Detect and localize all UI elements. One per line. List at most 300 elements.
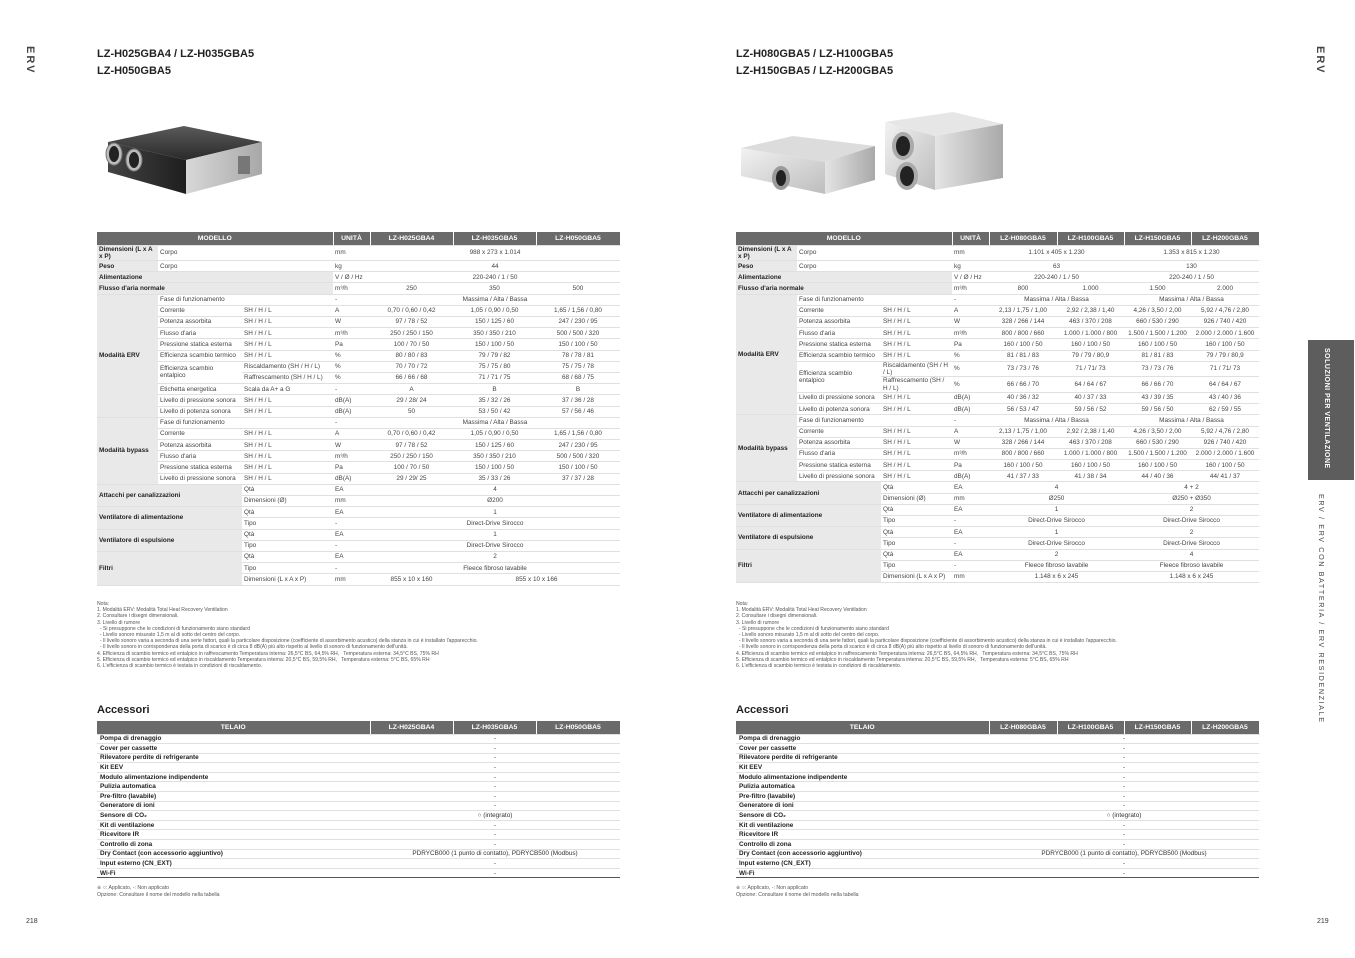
table-cell: 66 / 66 / 70	[989, 377, 1057, 393]
title-line-2: LZ-H150GBA5 / LZ-H200GBA5	[736, 65, 894, 77]
table-cell: 4 + 2	[1124, 482, 1259, 493]
table-cell: Dimensioni (L x A x P)	[881, 571, 952, 582]
table-row	[736, 811, 1259, 821]
table-cell: 75 / 75 / 78	[536, 361, 620, 372]
table-cell: dB(A)	[952, 471, 989, 482]
table-cell: Fleece fibroso lavabile	[1124, 560, 1259, 571]
table-cell: 35 / 33 / 26	[453, 473, 536, 484]
table-cell: SH / H / L	[881, 317, 952, 328]
row-label: Peso	[97, 261, 158, 272]
table-cell: SH / H / L	[242, 395, 333, 406]
product-image-small-erv	[96, 120, 268, 202]
table-cell: SH / H / L	[242, 328, 333, 339]
table-cell: B	[453, 384, 536, 395]
table-row	[97, 868, 620, 878]
accessory-name: Rilevatore perdite di refrigerante	[736, 753, 989, 763]
row-label: Modalità ERV	[736, 294, 797, 415]
table-cell: 63	[989, 261, 1124, 272]
row-label: Attacchi per canalizzazioni	[736, 482, 881, 504]
table-cell: 500 / 500 / 320	[536, 328, 620, 339]
table-cell: 2	[1124, 504, 1259, 515]
table-row	[736, 840, 1259, 850]
table-cell: %	[333, 372, 370, 383]
section-tab[interactable]	[1308, 340, 1354, 480]
table-cell: Livello di potenza sonora	[158, 406, 242, 417]
table-row	[97, 261, 620, 272]
table-cell: 59 / 56 / 50	[1124, 404, 1191, 415]
table-cell: Fase di funzionamento	[797, 294, 952, 305]
header-cell: LZ-H200GBA5	[1191, 232, 1259, 245]
table-cell: 66 / 66 / 70	[1124, 377, 1191, 393]
table-cell: SH / H / L	[881, 471, 952, 482]
table-cell: Pa	[333, 462, 370, 473]
table-cell: 2.000 / 2.000 / 1.600	[1191, 328, 1259, 339]
spec-table	[97, 232, 621, 586]
table-row	[736, 849, 1259, 859]
accessory-value: -	[370, 840, 620, 850]
header-cell: LZ-H200GBA5	[1191, 721, 1259, 734]
row-label: Peso	[736, 261, 797, 272]
table-cell: %	[333, 350, 370, 361]
table-row	[97, 507, 620, 518]
table-cell: Raffrescamento (SH / H / L)	[881, 377, 952, 393]
section-tab-label: SOLUZIONI PER VENTILAZIONE	[1323, 348, 1330, 469]
table-cell: Tipo	[242, 518, 333, 529]
table-cell: SH / H / L	[242, 305, 333, 316]
table-cell: 78 / 78 / 81	[536, 350, 620, 361]
table-cell: 1.000 / 1.000 / 800	[1057, 448, 1124, 459]
accessories-note-option: Opzione: Consultare il nome del modello nella tabella	[736, 892, 859, 898]
table-cell: SH / H / L	[242, 462, 333, 473]
table-cell: 37 / 37 / 28	[536, 473, 620, 484]
table-cell: EA	[333, 551, 370, 562]
table-row	[97, 417, 620, 428]
table-cell: 1.148 x 6 x 245	[1124, 571, 1259, 582]
table-cell: 79 / 79 / 80,9	[1191, 350, 1259, 361]
table-cell: 53 / 50 / 42	[453, 406, 536, 417]
accessories-title: Accessori	[97, 704, 150, 716]
table-cell: SH / H / L	[242, 339, 333, 350]
table-cell: 64 / 64 / 67	[1191, 377, 1259, 393]
table-row	[97, 440, 620, 451]
accessory-value: -	[989, 782, 1259, 792]
table-cell: %	[333, 361, 370, 372]
table-notes: Nota: 1. Modalità ERV: Modalità Total Heat Recovery Ventilation 2. Consultare i disegni dimensionali. 3. Livello di rumore - Si presuppone che le condizioni di funzionamento siano standard - Livello sonoro misurato 1,5 m al di sotto del centro del corpo. - Il livello sonoro varia a seconda di una serie fattori, quali la particolare disposizione (coefficiente di assorbimento acustico) della stanza in cui è installato l'apparecchio. - Il livello sonoro in corrispondenza della porta di scarico è di circa 8 dB(A) più alto rispetto al livello di sonoro di funzionamento dell'unità. 4. Efficienza di scambio termico ed entalpico in raffrescamento Temperatura interna: 26,5°C BS, 64,5% RH, Temperatura esterna: 34,5°C BS, 75% RH 5. Efficienza di scambio termico ed entalpico in riscaldamento Temperatura interna: 20,5°C BS, 59,5% RH, Temperatura esterna: 5°C BS, 65% RH 6. L'efficienza di scambio termico è testata in condizioni di riscaldamento.	[736, 601, 1117, 670]
table-cell: 855 x 10 x 166	[453, 574, 620, 585]
table-cell: 4	[1124, 549, 1259, 560]
page-number: 218	[26, 918, 38, 925]
table-cell: SH / H / L	[242, 406, 333, 417]
table-cell: Massima / Alta / Bassa	[989, 294, 1124, 305]
page-number: 219	[1317, 918, 1329, 925]
accessories-title: Accessori	[736, 704, 789, 716]
accessory-value: -	[989, 830, 1259, 840]
accessories-note-legend: ※ ○: Applicato, -: Non applicato	[736, 885, 809, 891]
header-cell: LZ-H025GBA4	[370, 232, 453, 245]
accessory-value: -	[370, 782, 620, 792]
table-cell: 160 / 100 / 50	[1191, 460, 1259, 471]
table-cell: 1	[989, 504, 1124, 515]
table-row	[97, 283, 620, 294]
table-row	[736, 471, 1259, 482]
table-cell: Tipo	[242, 540, 333, 551]
table-cell: 500	[536, 283, 620, 294]
table-cell: 68 / 68 / 75	[536, 372, 620, 383]
table-row	[736, 437, 1259, 448]
table-cell: m³/h	[952, 283, 989, 294]
title-line-1: LZ-H080GBA5 / LZ-H100GBA5	[736, 48, 894, 60]
table-row	[97, 859, 620, 869]
table-cell: 1.500	[1124, 283, 1191, 294]
table-cell: 160 / 100 / 50	[989, 460, 1057, 471]
accessory-value: -	[989, 734, 1259, 744]
table-row	[97, 782, 620, 792]
table-row	[736, 426, 1259, 437]
table-row	[97, 772, 620, 782]
table-row	[736, 350, 1259, 361]
table-cell: 29 / 29/ 25	[370, 473, 453, 484]
table-cell: Corrente	[797, 305, 881, 316]
header-cell: TELAIO	[97, 721, 370, 734]
table-cell: SH / H / L	[881, 328, 952, 339]
table-cell: -	[333, 384, 370, 395]
table-cell: %	[952, 350, 989, 361]
accessory-value: ○ (integrato)	[989, 811, 1259, 821]
table-cell: 5,92 / 4,76 / 2,80	[1191, 305, 1259, 316]
table-cell: Corrente	[797, 426, 881, 437]
table-cell: EA	[333, 529, 370, 540]
accessory-name: Ricevitore IR	[736, 830, 989, 840]
accessory-name: Kit EEV	[736, 763, 989, 773]
accessories-note	[736, 885, 859, 899]
table-cell: Flusso d'aria	[158, 451, 242, 462]
table-cell: Potenza assorbita	[797, 437, 881, 448]
table-cell: EA	[952, 549, 989, 560]
table-cell: 247 / 230 / 95	[536, 317, 620, 328]
table-cell: 2,92 / 2,38 / 1,40	[1057, 305, 1124, 316]
table-row	[97, 801, 620, 811]
table-row	[736, 404, 1259, 415]
table-cell: 66 / 66 / 68	[370, 372, 453, 383]
table-cell: Flusso d'aria	[158, 328, 242, 339]
table-row	[97, 849, 620, 859]
table-row	[97, 551, 620, 562]
table-cell: 100 / 70 / 50	[370, 339, 453, 350]
accessory-value: -	[989, 792, 1259, 802]
table-cell: 130	[1124, 261, 1259, 272]
table-cell: 79 / 79 / 82	[453, 350, 536, 361]
table-cell: Pressione statica esterna	[158, 339, 242, 350]
accessory-value: -	[370, 859, 620, 869]
table-row	[736, 283, 1259, 294]
table-cell: mm	[952, 493, 989, 504]
table-row	[736, 261, 1259, 272]
table-cell: 4,26 / 3,50 / 2,00	[1124, 426, 1191, 437]
table-row	[97, 339, 620, 350]
header-cell: MODELLO	[736, 232, 952, 245]
table-cell: Dimensioni (L x A x P)	[242, 574, 333, 585]
table-row	[736, 859, 1259, 869]
table-cell: 4	[989, 482, 1124, 493]
table-cell: Tipo	[881, 560, 952, 571]
table-cell: SH / H / L	[881, 305, 952, 316]
accessory-name: Rilevatore perdite di refrigerante	[97, 753, 370, 763]
header-cell: UNITÀ	[333, 232, 370, 245]
table-cell: 247 / 230 / 95	[536, 440, 620, 451]
table-row	[736, 482, 1259, 493]
table-cell: SH / H / L	[881, 392, 952, 403]
accessory-name: Cover per cassette	[736, 744, 989, 754]
table-row	[736, 792, 1259, 802]
table-cell: dB(A)	[333, 473, 370, 484]
table-cell: m³/h	[952, 448, 989, 459]
table-row	[97, 792, 620, 802]
table-cell: 2,92 / 2,38 / 1,40	[1057, 426, 1124, 437]
accessories-note	[97, 885, 220, 899]
table-cell: 1	[370, 529, 620, 540]
row-label: Modalità bypass	[736, 415, 797, 482]
table-cell: Corrente	[158, 428, 242, 439]
table-cell: -	[333, 540, 370, 551]
table-cell: Qtà	[242, 484, 333, 495]
table-cell: Potenza assorbita	[797, 317, 881, 328]
table-cell: Qtà	[881, 549, 952, 560]
table-row	[97, 462, 620, 473]
row-label: Dimensioni (L x A x P)	[97, 245, 158, 261]
accessories-table	[97, 721, 621, 878]
table-cell: Qtà	[242, 551, 333, 562]
table-cell: Efficienza scambio entalpico	[797, 361, 881, 392]
table-cell: Fleece fibroso lavabile	[370, 563, 620, 574]
table-row	[97, 744, 620, 754]
table-cell: 2	[370, 551, 620, 562]
table-cell: 1.000	[1057, 283, 1124, 294]
table-header-row	[736, 721, 1259, 734]
table-row	[97, 328, 620, 339]
accessory-name: Wi-Fi	[97, 868, 370, 878]
table-cell: 29 / 28/ 24	[370, 395, 453, 406]
table-cell: 500 / 500 / 320	[536, 451, 620, 462]
table-row	[736, 305, 1259, 316]
table-cell: Direct-Drive Sirocco	[370, 540, 620, 551]
accessory-value: -	[989, 801, 1259, 811]
table-cell: 43 / 40 / 36	[1191, 392, 1259, 403]
table-cell: 160 / 100 / 50	[1057, 460, 1124, 471]
accessory-name: Input esterno (CN_EXT)	[97, 859, 370, 869]
header-cell: LZ-H050GBA5	[536, 232, 620, 245]
table-row	[736, 392, 1259, 403]
table-cell: Livello di pressione sonora	[158, 473, 242, 484]
table-cell: Dimensioni (Ø)	[242, 496, 333, 507]
table-cell: A	[952, 305, 989, 316]
table-cell: 1,05 / 0,90 / 0,50	[453, 428, 536, 439]
table-cell: -	[952, 560, 989, 571]
table-cell: W	[333, 317, 370, 328]
table-cell: m³/h	[333, 451, 370, 462]
table-cell: 328 / 266 / 144	[989, 437, 1057, 448]
table-cell: Efficienza scambio termico	[158, 350, 242, 361]
table-cell: 350	[453, 283, 536, 294]
table-cell: 62 / 59 / 55	[1191, 404, 1259, 415]
table-cell: 2,13 / 1,75 / 1,00	[989, 426, 1057, 437]
table-cell: Direct-Drive Sirocco	[989, 516, 1124, 527]
table-cell: Ø250 + Ø350	[1124, 493, 1259, 504]
table-cell: 64 / 64 / 67	[1057, 377, 1124, 393]
row-label: Modalità ERV	[97, 294, 158, 417]
table-cell: Pressione statica esterna	[158, 462, 242, 473]
table-cell: Massima / Alta / Bassa	[1124, 294, 1259, 305]
table-row	[97, 428, 620, 439]
table-row	[736, 448, 1259, 459]
accessory-name: Kit EEV	[97, 763, 370, 773]
table-cell: 250 / 250 / 150	[370, 451, 453, 462]
table-cell: Flusso d'aria	[797, 448, 881, 459]
table-cell: -	[952, 415, 989, 426]
table-cell: Riscaldamento (SH / H / L)	[242, 361, 333, 372]
table-cell: Livello di pressione sonora	[797, 392, 881, 403]
table-row	[97, 245, 620, 261]
table-cell: 350 / 350 / 210	[453, 451, 536, 462]
table-cell: SH / H / L	[881, 404, 952, 415]
table-cell: 160 / 100 / 50	[1191, 339, 1259, 350]
table-row	[97, 361, 620, 372]
table-cell: SH / H / L	[242, 473, 333, 484]
table-cell: %	[952, 361, 989, 377]
table-cell: 160 / 100 / 50	[1124, 460, 1191, 471]
table-cell: 2.000	[1191, 283, 1259, 294]
table-cell: 160 / 100 / 50	[989, 339, 1057, 350]
accessory-value: -	[370, 744, 620, 754]
table-cell: 71 / 71 / 75	[453, 372, 536, 383]
table-cell: Raffrescamento (SH / H / L)	[242, 372, 333, 383]
table-cell: 150 / 125 / 60	[453, 440, 536, 451]
table-row	[736, 415, 1259, 426]
table-row	[97, 484, 620, 495]
table-cell: B	[536, 384, 620, 395]
table-cell: 660 / 530 / 290	[1124, 437, 1191, 448]
table-cell: kg	[333, 261, 370, 272]
table-cell: 220-240 / 1 / 50	[1124, 272, 1259, 283]
table-cell: A	[370, 384, 453, 395]
table-cell: SH / H / L	[881, 339, 952, 350]
table-row	[97, 811, 620, 821]
table-cell: 71 / 71/ 73	[1191, 361, 1259, 377]
row-label: Alimentazione	[736, 272, 952, 283]
table-row	[97, 763, 620, 773]
table-cell: 2.000 / 2.000 / 1.600	[1191, 448, 1259, 459]
table-cell: Etichetta energetica	[158, 384, 242, 395]
table-cell: 150 / 100 / 50	[453, 339, 536, 350]
table-cell: Efficienza scambio termico	[797, 350, 881, 361]
table-row	[97, 406, 620, 417]
table-row	[97, 305, 620, 316]
accessory-name: Generatore di ioni	[97, 801, 370, 811]
table-cell: 800 / 800 / 660	[989, 328, 1057, 339]
table-cell: Qtà	[881, 527, 952, 538]
accessory-name: Kit di ventilazione	[97, 820, 370, 830]
table-cell: Corrente	[158, 305, 242, 316]
row-label: Attacchi per canalizzazioni	[97, 484, 242, 506]
table-notes: Nota: 1. Modalità ERV: Modalità Total Heat Recovery Ventilation 2. Consultare i disegni dimensionali. 3. Livello di rumore - Si presuppone che le condizioni di funzionamento siano standard - Livello sonoro misurato 1,5 m al di sotto del centro del corpo. - Il livello sonoro varia a seconda di una serie fattori, quali la particolare disposizione (coefficiente di assorbimento acustico) della stanza in cui è installato l'apparecchio. - Il livello sonoro in corrispondenza della porta di scarico è di circa 8 dB(A) più alto rispetto al livello di sonoro di funzionamento dell'unità. 4. Efficienza di scambio termico ed entalpico in raffrescamento Temperatura interna: 26,5°C BS, 64,5% RH, Temperatura esterna: 34,5°C BS, 75% RH 5. Efficienza di scambio termico ed entalpico in riscaldamento Temperatura interna: 20,5°C BS, 59,5% RH, Temperatura esterna: 5°C BS, 65% RH 6. L'efficienza di scambio termico è testata in condizioni di riscaldamento.	[97, 601, 478, 670]
table-row	[736, 753, 1259, 763]
accessory-name: Modulo alimentazione indipendente	[736, 772, 989, 782]
accessory-value: ○ (integrato)	[370, 811, 620, 821]
table-cell: SH / H / L	[242, 317, 333, 328]
table-cell: Pa	[952, 460, 989, 471]
table-cell: SH / H / L	[242, 350, 333, 361]
table-cell: 1.000 / 1.000 / 800	[1057, 328, 1124, 339]
title-line-2: LZ-H050GBA5	[97, 65, 171, 77]
header-cell: LZ-H100GBA5	[1057, 232, 1124, 245]
spec-table	[736, 232, 1260, 583]
page-title	[736, 46, 893, 80]
table-cell: 57 / 56 / 46	[536, 406, 620, 417]
table-cell: 4,26 / 3,50 / 2,00	[1124, 305, 1191, 316]
header-cell: LZ-H025GBA4	[370, 721, 453, 734]
table-cell: 463 / 370 / 208	[1057, 317, 1124, 328]
table-row	[97, 384, 620, 395]
accessory-name: Dry Contact (con accessorio aggiuntivo)	[97, 849, 370, 859]
table-cell: 97 / 78 / 52	[370, 440, 453, 451]
table-cell: 50	[370, 406, 453, 417]
accessory-value: -	[370, 820, 620, 830]
table-cell: 1	[989, 527, 1124, 538]
accessory-name: Pulizia automatica	[97, 782, 370, 792]
header-cell: TELAIO	[736, 721, 989, 734]
table-cell: 1	[370, 507, 620, 518]
table-cell: Corpo	[158, 261, 333, 272]
accessory-name: Kit di ventilazione	[736, 820, 989, 830]
table-cell: %	[952, 377, 989, 393]
section-nav-label: ERV / ERV CON BATTERIA / ERV RESIDENZIALE	[1317, 494, 1326, 724]
table-row	[736, 734, 1259, 744]
table-cell: 35 / 32 / 26	[453, 395, 536, 406]
table-row	[736, 317, 1259, 328]
accessories-note-option: Opzione: Consultare il nome del modello nella tabella	[97, 892, 220, 898]
table-cell: 44	[370, 261, 620, 272]
accessory-value: PDRYCB000 (1 punto di contatto), PDRYCB500 (Modbus)	[370, 849, 620, 859]
table-cell: 1.353 x 815 x 1.230	[1124, 245, 1259, 261]
table-row	[97, 840, 620, 850]
table-cell: Pressione statica esterna	[797, 460, 881, 471]
table-cell: Potenza assorbita	[158, 317, 242, 328]
row-label: Filtri	[736, 549, 881, 583]
table-cell: 37 / 36 / 28	[536, 395, 620, 406]
table-cell: EA	[952, 504, 989, 515]
table-cell: W	[952, 317, 989, 328]
table-cell: V / Ø / Hz	[333, 272, 370, 283]
table-cell: Fase di funzionamento	[158, 294, 333, 305]
table-cell: 2,13 / 1,75 / 1,00	[989, 305, 1057, 316]
table-cell: Scala da A+ a G	[242, 384, 333, 395]
table-cell: 0,70 / 0,60 / 0,42	[370, 428, 453, 439]
header-cell: LZ-H100GBA5	[1057, 721, 1124, 734]
accessory-value: -	[370, 753, 620, 763]
row-label: Ventilatore di espulsione	[736, 527, 881, 549]
table-cell: SH / H / L	[881, 460, 952, 471]
table-header-row	[97, 232, 620, 245]
table-cell: 43 / 39 / 35	[1124, 392, 1191, 403]
table-cell: Potenza assorbita	[158, 440, 242, 451]
accessories-table	[736, 721, 1260, 878]
side-label: ERV	[24, 46, 36, 75]
table-cell: 328 / 266 / 144	[989, 317, 1057, 328]
row-label: Ventilatore di alimentazione	[97, 507, 242, 529]
table-cell: mm	[952, 571, 989, 582]
accessory-name: Pre-filtro (lavabile)	[736, 792, 989, 802]
table-row	[97, 395, 620, 406]
table-cell: 463 / 370 / 208	[1057, 437, 1124, 448]
